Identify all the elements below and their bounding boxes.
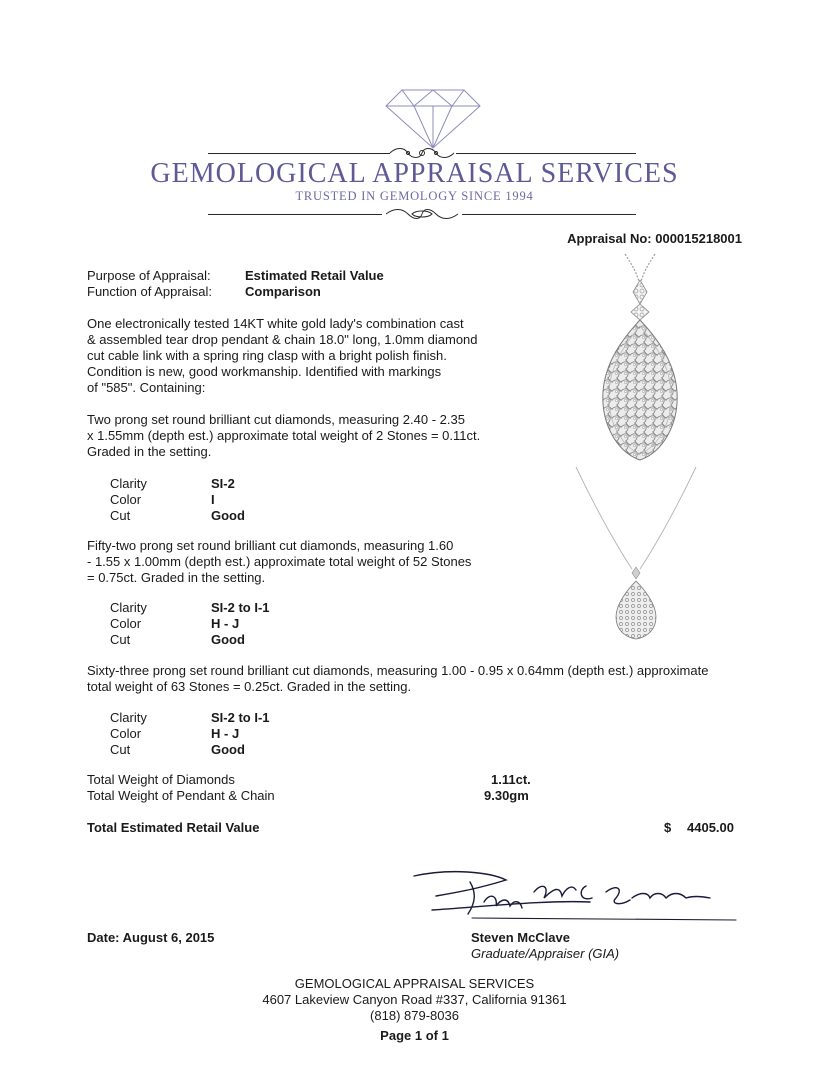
appraisal-number: Appraisal No: 000015218001 (567, 231, 742, 246)
footer-phone: (818) 879-8036 (370, 1008, 459, 1023)
stone-group-line: Two prong set round brilliant cut diamonds, measuring 2.40 - 2.35 (87, 412, 465, 427)
stone-group-line: total weight of 63 Stones = 0.25ct. Graded in the setting. (87, 679, 412, 694)
color-value: H - J (211, 726, 240, 741)
total-retail-value: 4405.00 (687, 820, 734, 835)
cut-value: Good (211, 508, 245, 523)
color-value: H - J (211, 616, 240, 631)
total-diamonds-label: Total Weight of Diamonds (87, 772, 235, 787)
color-value: I (211, 492, 215, 507)
clarity-label: Clarity (110, 476, 147, 491)
clarity-value: SI-2 to I-1 (211, 600, 270, 615)
clarity-label: Clarity (110, 600, 147, 615)
stone-group-line: Graded in the setting. (87, 444, 212, 459)
logo-top-rule-left (208, 153, 390, 154)
function-label: Function of Appraisal: (87, 284, 213, 299)
cut-label: Cut (110, 742, 131, 757)
necklace-photo (570, 465, 700, 640)
total-retail-label: Total Estimated Retail Value (87, 820, 260, 835)
cut-label: Cut (110, 508, 131, 523)
clarity-value: SI-2 to I-1 (211, 710, 270, 725)
signature (410, 862, 740, 924)
description-line: cut cable link with a spring ring clasp with a bright polish finish. (87, 348, 447, 363)
description-line: of "585". Containing: (87, 380, 206, 395)
logo-top-rule-right (456, 153, 636, 154)
appraiser-name: Steven McClave (471, 930, 570, 945)
total-pendant-value: 9.30gm (484, 788, 529, 803)
appraisal-date: Date: August 6, 2015 (87, 930, 215, 945)
function-value: Comparison (245, 284, 321, 299)
cut-value: Good (211, 742, 245, 757)
description-line: Condition is new, good workmanship. Identified with markings (87, 364, 442, 379)
appraiser-title: Graduate/Appraiser (GIA) (471, 946, 620, 961)
color-label: Color (110, 492, 142, 507)
logo-bottom-rule-left (208, 214, 382, 215)
description-line: One electronically tested 14KT white gold lady's combination cast (87, 316, 464, 331)
stone-group-line: Sixty-three prong set round brilliant cut diamonds, measuring 1.00 - 0.95 x 0.64mm (depth est.) approximate (87, 663, 709, 678)
stone-group-line: - 1.55 x 1.00mm (depth est.) approximate total weight of 52 Stones (87, 554, 472, 569)
footer-company: GEMOLOGICAL APPRAISAL SERVICES (294, 976, 535, 991)
total-retail-currency: $ (664, 820, 672, 835)
diamond-logo-icon (384, 88, 482, 150)
clarity-value: SI-2 (211, 476, 235, 491)
stone-group-line: Fifty-two prong set round brilliant cut diamonds, measuring 1.60 (87, 538, 454, 553)
brand-tagline: TRUSTED IN GEMOLOGY SINCE 1994 (295, 189, 534, 203)
cut-label: Cut (110, 632, 131, 647)
description-line: & assembled tear drop pendant & chain 18.0" long, 1.0mm diamond (87, 332, 478, 347)
logo-bottom-rule-right (462, 214, 636, 215)
cut-value: Good (211, 632, 245, 647)
total-pendant-label: Total Weight of Pendant & Chain (87, 788, 275, 803)
flourish-ornament-icon (382, 206, 462, 222)
purpose-label: Purpose of Appraisal: (87, 268, 211, 283)
color-label: Color (110, 616, 142, 631)
brand-name: GEMOLOGICAL APPRAISAL SERVICES (150, 158, 679, 189)
purpose-value: Estimated Retail Value (245, 268, 384, 283)
clarity-label: Clarity (110, 710, 147, 725)
pendant-photo (585, 252, 695, 470)
page-number: Page 1 of 1 (380, 1028, 449, 1043)
stone-group-line: = 0.75ct. Graded in the setting. (87, 570, 266, 585)
footer-address: 4607 Lakeview Canyon Road #337, California 91361 (262, 992, 567, 1007)
total-diamonds-value: 1.11ct. (491, 772, 531, 787)
color-label: Color (110, 726, 142, 741)
stone-group-line: x 1.55mm (depth est.) approximate total weight of 2 Stones = 0.11ct. (87, 428, 481, 443)
